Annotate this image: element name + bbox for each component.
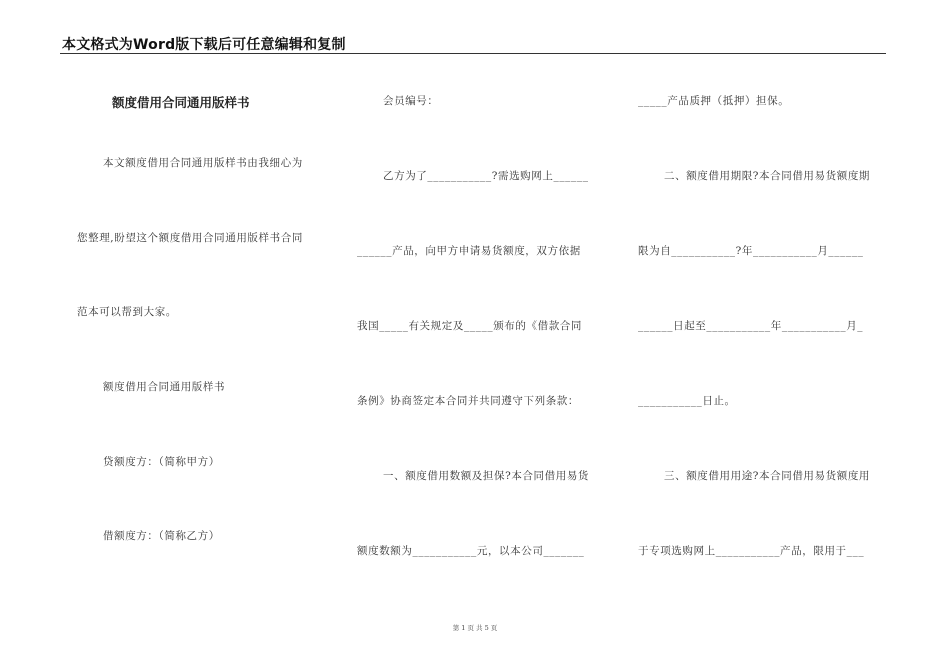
body-text-line: 一、额度借用数额及担保?本合同借用易货 bbox=[383, 470, 590, 482]
body-text-line: 额度数额为___________元，以本公司_______ bbox=[357, 545, 585, 557]
body-text-line: 本文额度借用合同通用版样书由我细心为 bbox=[103, 157, 303, 169]
body-text-line: 会员编号： bbox=[383, 95, 439, 107]
body-text-line: 额度借用合同通用版样书 bbox=[103, 381, 226, 393]
body-text-line: ______日起至___________年___________月_ bbox=[638, 320, 864, 332]
body-text-line: 二、额度借用期限?本合同借用易货额度期 bbox=[664, 170, 871, 182]
body-text-line: 于专项选购网上___________产品，限用于___ bbox=[638, 545, 865, 557]
body-text-line: 您整理,盼望这个额度借用合同通用版样书合同 bbox=[77, 232, 303, 244]
body-text-line: 借额度方：（简称乙方） bbox=[103, 530, 220, 542]
body-text-line: 限为自___________?年___________月______ bbox=[638, 245, 864, 257]
page-number: 第 1 页 共 5 页 bbox=[452, 624, 498, 632]
header-divider bbox=[60, 53, 886, 54]
document-title: 额度借用合同通用版样书 bbox=[112, 95, 250, 110]
body-text-line: 乙方为了___________?需选购网上______ bbox=[383, 170, 589, 182]
body-text-line: ___________日止。 bbox=[638, 395, 736, 407]
body-text-line: 贷额度方：（简称甲方） bbox=[103, 456, 220, 468]
body-text-line: 范本可以帮到大家。 bbox=[77, 306, 177, 318]
header-title: 本文格式为Word版下载后可任意编辑和复制 bbox=[62, 37, 346, 53]
body-text-line: _____产品质押（抵押）担保。 bbox=[638, 95, 790, 107]
body-text-line: 我国_____有关规定及_____颁布的《借款合同 bbox=[357, 320, 582, 332]
body-text-line: 条例》协商签定本合同并共同遵守下列条款： bbox=[357, 395, 579, 407]
body-text-line: ______产品，向甲方申请易货额度，双方依据 bbox=[357, 245, 581, 257]
body-text-line: 三、额度借用用途?本合同借用易货额度用 bbox=[664, 470, 871, 482]
